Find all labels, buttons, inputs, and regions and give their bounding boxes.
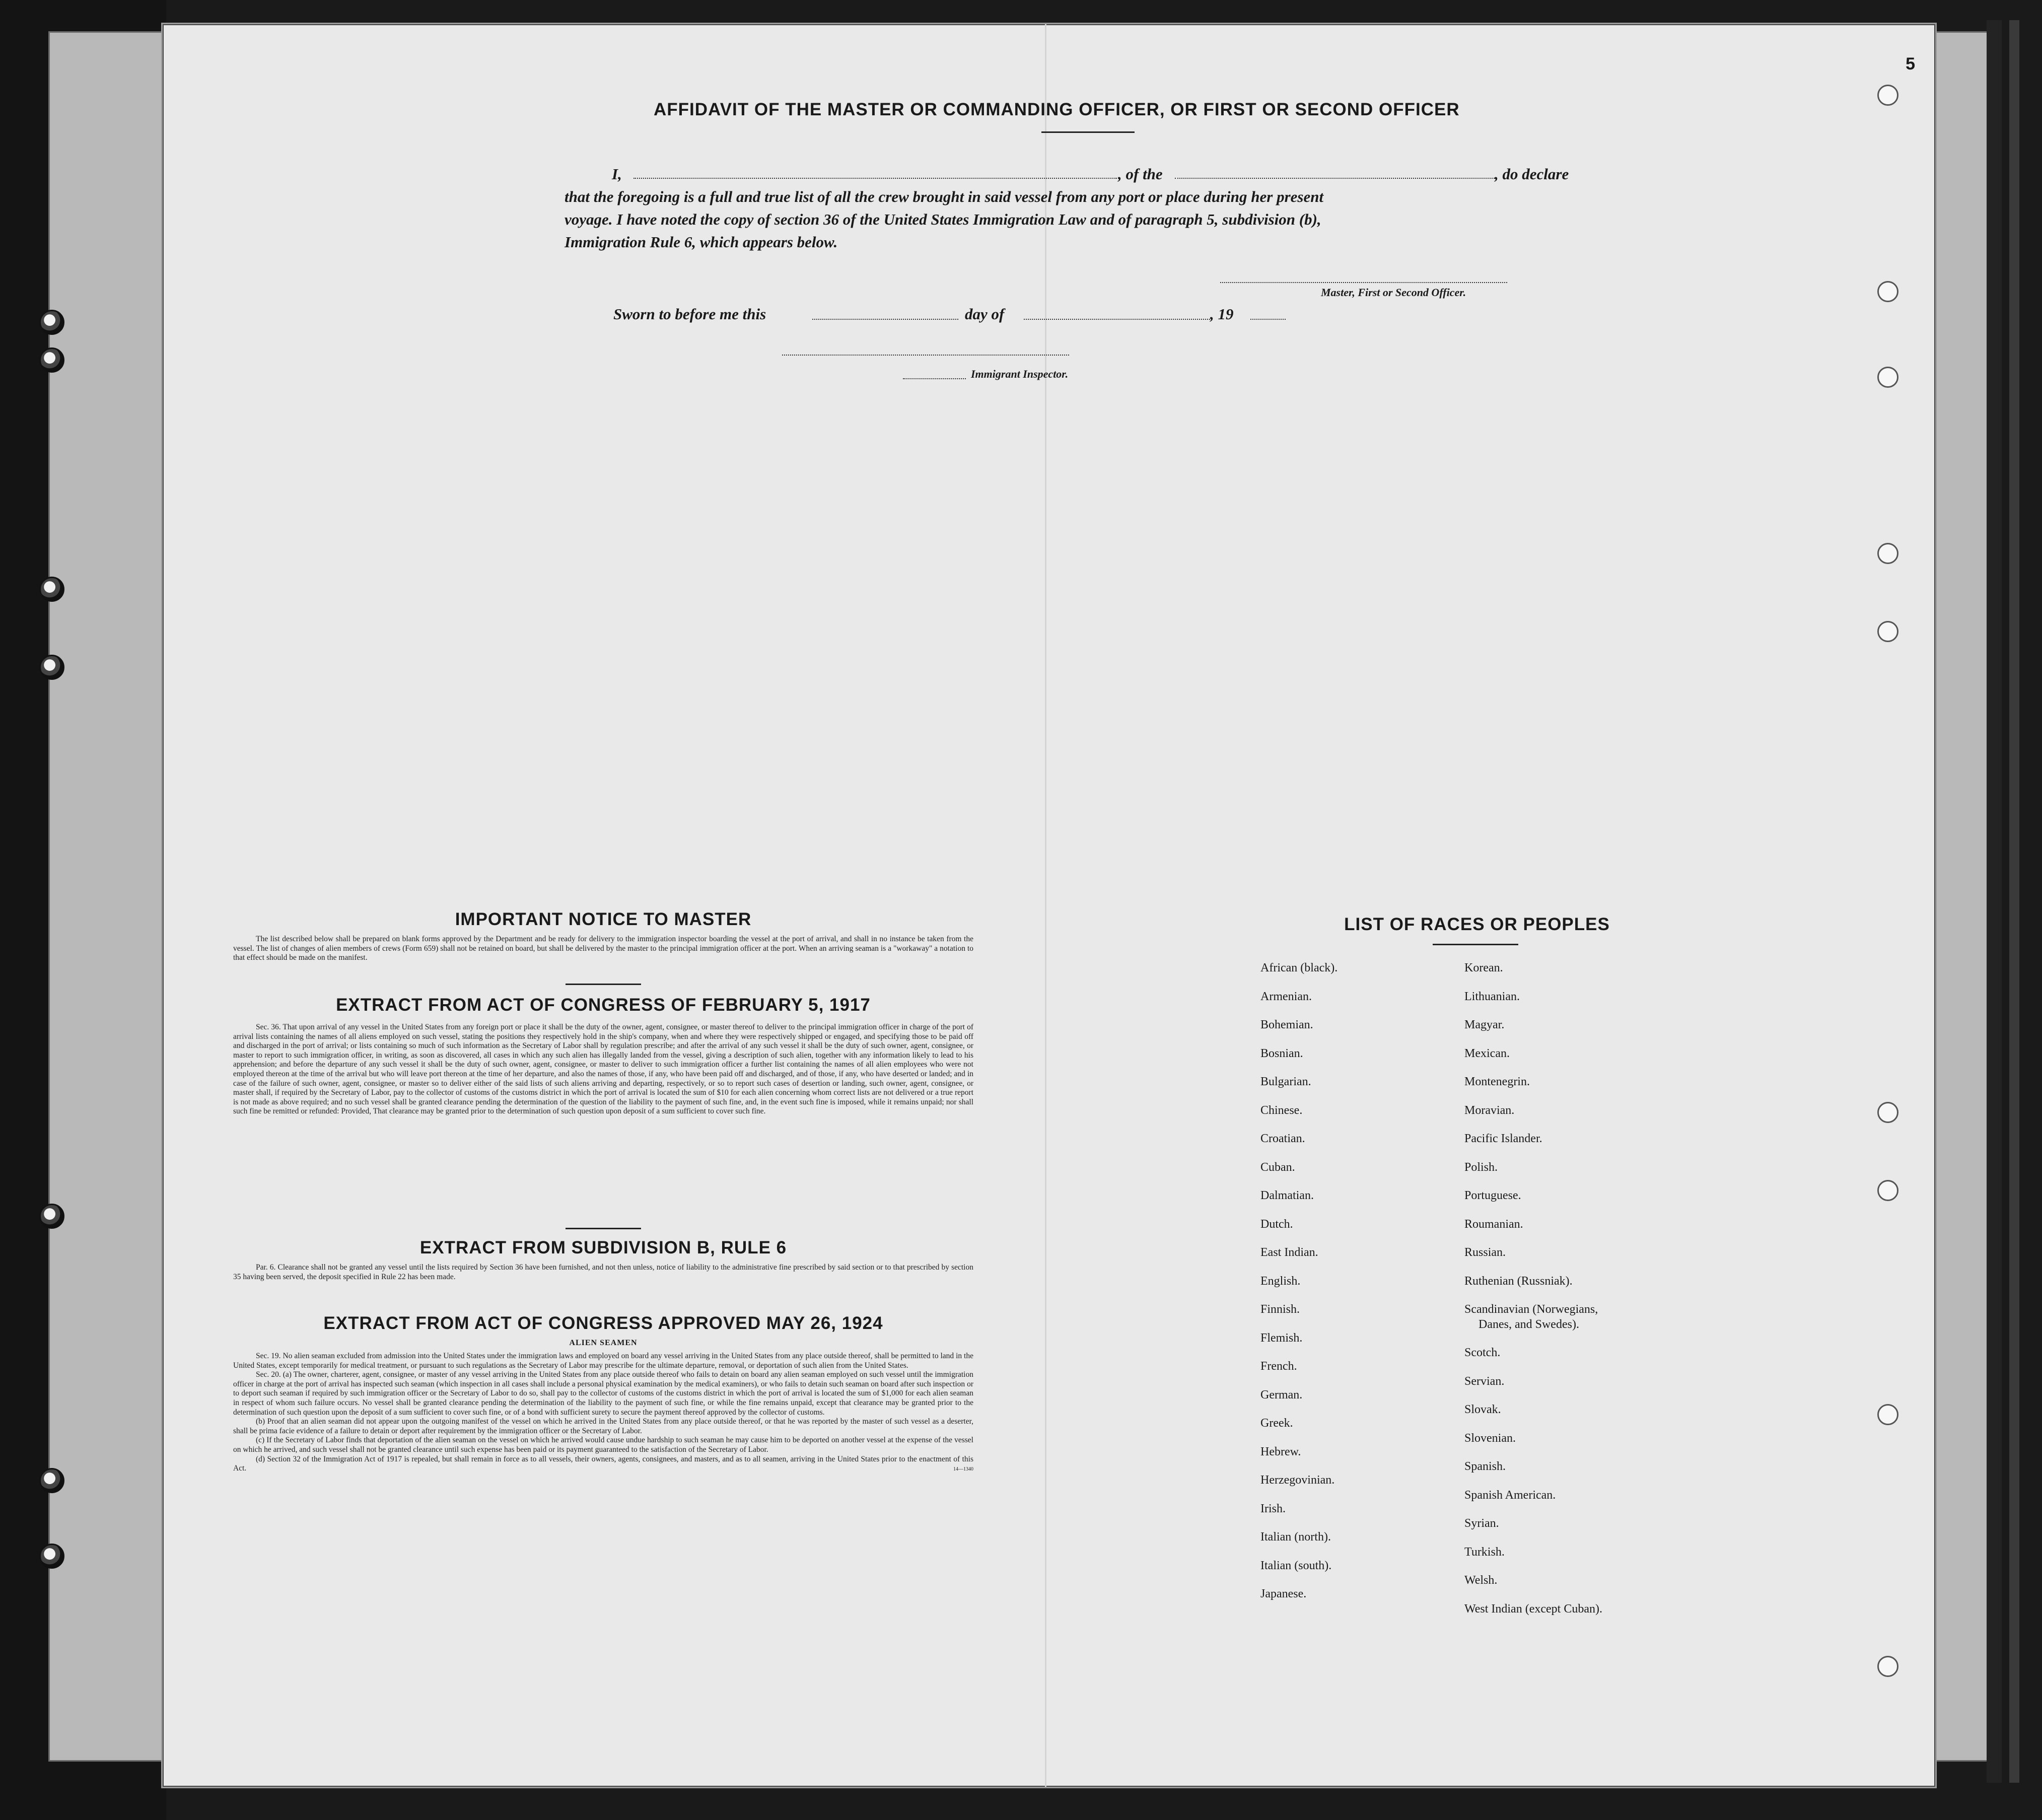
race-item: Lithuanian. (1464, 990, 1520, 1003)
race-item: Hebrew. (1260, 1445, 1301, 1458)
race-item: Cuban. (1260, 1160, 1295, 1174)
affidavit-of-the: , of the (1118, 165, 1163, 183)
binder-hole (39, 655, 64, 680)
race-item: Bulgarian. (1260, 1075, 1311, 1088)
sec-20c-text: (c) If the Secretary of Labor finds that deportation of the alien seaman on the vessel on which he arrived would cause undue hardship to such seaman he may cause him to be deported on another vessel at the expense of the vessel on which he arrived, and such vessel shall not be granted clearance until such expense has been paid or its payment guaranteed to the satisfaction of the Secretary of Labor. (233, 1436, 973, 1454)
race-item: Scandinavian (Norwegians, (1464, 1303, 1598, 1316)
race-item: Dalmatian. (1260, 1189, 1314, 1202)
race-item: Russian. (1464, 1246, 1506, 1259)
race-item: Welsh. (1464, 1574, 1498, 1587)
sworn-label: Sworn to before me this (613, 305, 766, 323)
extract-1924-body (233, 1352, 973, 1472)
race-item: Greek. (1260, 1417, 1293, 1430)
officer-signature-blank[interactable] (1220, 282, 1507, 283)
race-item: Finnish. (1260, 1303, 1300, 1316)
race-item: Scotch. (1464, 1346, 1501, 1359)
section-rule (566, 984, 641, 985)
race-item: English. (1260, 1274, 1301, 1288)
punch-hole (1877, 367, 1898, 388)
race-item: Italian (north). (1260, 1530, 1331, 1544)
affidavit-i: I, (612, 165, 622, 183)
punch-hole (1877, 1404, 1898, 1425)
races-title: LIST OF RACES OR PEOPLES (1344, 915, 1610, 934)
race-item: Syrian. (1464, 1517, 1499, 1530)
race-item: Portuguese. (1464, 1189, 1521, 1202)
right-page-edge (1987, 20, 2002, 1783)
race-item: Korean. (1464, 961, 1503, 974)
race-item: Spanish American. (1464, 1488, 1556, 1502)
affidavit-title-rule (1041, 131, 1135, 133)
binder-hole (39, 1544, 64, 1569)
form-number: 14—1340 (953, 1466, 973, 1472)
alien-seamen-subtitle: ALIEN SEAMEN (569, 1339, 638, 1347)
affidavit-line-4: Immigration Rule 6, which appears below. (565, 233, 838, 251)
race-item: Dutch. (1260, 1217, 1293, 1231)
inspector-label: Immigrant Inspector. (971, 368, 1069, 380)
race-item: African (black). (1260, 961, 1338, 974)
race-item: Mexican. (1464, 1046, 1510, 1060)
race-item: Italian (south). (1260, 1559, 1332, 1572)
binder-hole (39, 1468, 64, 1493)
day-of-label: day of (965, 305, 1005, 323)
master-name-blank[interactable] (633, 178, 1117, 179)
binder-hole (39, 577, 64, 602)
extract-1917-title: EXTRACT FROM ACT OF CONGRESS OF FEBRUARY 5, 1917 (336, 995, 871, 1015)
affidavit-declare: , do declare (1495, 165, 1569, 183)
race-item: Montenegrin. (1464, 1075, 1530, 1088)
race-item: Japanese. (1260, 1587, 1307, 1600)
subdivision-title: EXTRACT FROM SUBDIVISION B, RULE 6 (419, 1238, 787, 1257)
race-item: Bohemian. (1260, 1018, 1313, 1031)
punch-hole (1877, 281, 1898, 302)
race-item: Slovenian. (1464, 1431, 1516, 1445)
race-item: Turkish. (1464, 1545, 1505, 1559)
race-item: Armenian. (1260, 990, 1312, 1003)
sec-20b-text: (b) Proof that an alien seaman did not appear upon the outgoing manifest of the vessel on which he arrived in the United States from any place outside thereof, or that he was reported by the master of such vessel as a deserter, shall be prima facie evidence of a failure to detain or deport after requirement by the immigration officer or the Secretary of Labor. (233, 1417, 973, 1435)
race-item: Croatian. (1260, 1132, 1305, 1145)
races-column-2 (1464, 961, 1676, 1630)
sec-19-text: Sec. 19. No alien seaman excluded from admission into the United States under the immigration laws and employed on board any vessel arriving in the United States from any place outside thereof, shall be permitted to land in the United States, except temporarily for medical treatment, or pursuant to such regulations as the Secretary of Labor may prescribe for the ultimate departure, removal, or deportation of such alien from the United States. (233, 1352, 973, 1370)
race-item: Magyar. (1464, 1018, 1505, 1031)
punch-hole (1877, 1656, 1898, 1677)
sec-20d-text: (d) Section 32 of the Immigration Act of 1917 is repealed, but shall remain in force as to all vessels, their owners, agents, consignees, and masters, and as to all seamen, arriving in the United States prior to the enactment of this Act. (233, 1454, 973, 1473)
race-item: Pacific Islander. (1464, 1132, 1542, 1145)
sworn-month-blank[interactable] (1024, 319, 1210, 320)
race-item: German. (1260, 1388, 1303, 1402)
race-item: Servian. (1464, 1374, 1505, 1388)
sworn-day-blank[interactable] (812, 319, 958, 320)
punch-hole (1877, 621, 1898, 642)
binder-hole (39, 347, 64, 373)
sec-20a-text: Sec. 20. (a) The owner, charterer, agent, consignee, or master of any vessel arriving in the United States from any place outside thereof who fails to detain on board any alien seaman employed on such vessel until the immigration officer in charge at the port of arrival has inspected such seaman (which inspection in all cases shall include a personal physical examination by the medical examiners), or who fails to detain such seaman on board after such inspection or to deport such seaman if required by such immigration officer or the Secretary of Labor to do so, shall pay to the collector of customs of the customs district in which the port of arrival is located the sum of $1,000 for each alien seaman in respect of whom such failure occurs. No vessel shall be granted clearance pending the determination of the liability to the payment of such fine, or while the fine remains unpaid, except that clearance may be granted prior to the determination of such question upon the deposit of a sum sufficient to cover such fine, or of a bond with sufficient surety to secure the payment thereof approved by the collector of customs. (233, 1370, 973, 1417)
race-item: Chinese. (1260, 1103, 1303, 1117)
race-item: Herzegovinian. (1260, 1474, 1335, 1487)
punch-hole (1877, 1180, 1898, 1201)
affidavit-line-2: that the foregoing is a full and true list of all the crew brought in said vessel from any port or place during her present (565, 188, 1324, 205)
race-item: East Indian. (1260, 1246, 1318, 1259)
race-item: Spanish. (1464, 1460, 1506, 1473)
binder-hole (39, 1204, 64, 1229)
vessel-name-blank[interactable] (1175, 178, 1495, 179)
race-item: Roumanian. (1464, 1217, 1523, 1231)
race-item: West Indian (except Cuban). (1464, 1602, 1602, 1616)
inspector-prefix-blank[interactable] (903, 378, 966, 379)
race-item: Flemish. (1260, 1331, 1303, 1345)
corner-mark: 5 (1906, 54, 1915, 74)
punch-hole (1877, 85, 1898, 106)
races-column-1 (1260, 961, 1452, 1616)
extract-1924-title: EXTRACT FROM ACT OF CONGRESS APPROVED MAY 26, 1924 (323, 1313, 883, 1333)
year-label: , 19 (1210, 305, 1234, 323)
race-item: Slovak. (1464, 1403, 1501, 1416)
race-item: Irish. (1260, 1502, 1286, 1515)
race-item: Ruthenian (Russniak). (1464, 1274, 1573, 1288)
sworn-year-blank[interactable] (1250, 319, 1286, 320)
inspector-signature-blank[interactable] (782, 355, 1069, 356)
races-title-rule (1433, 944, 1518, 945)
punch-hole (1877, 1102, 1898, 1123)
affidavit-line-3: voyage. I have noted the copy of section 36 of the United States Immigration Law and of paragraph 5, subdivision (b), (565, 211, 1321, 228)
extract-1917-text: Sec. 36. That upon arrival of any vessel in the United States from any foreign port or place it shall be the duty of the owner, agent, consignee, or master thereof to deliver to the principal immigration officer in charge of the port of arrival lists containing the names of all aliens employed on such vessel, stating the positions they respectively hold in the ship's company, when and where they were respectively shipped or engaged, and specifying those to be paid off and discharged in the port of arrival; or lists containing so much of such information as the Secretary of Labor shall by regulation prescribe; and after the arrival of any such vessel it shall be the duty of such owner, agent, consignee, or master to report to such immigration officer, in writing, as soon as discovered, all cases in which any such alien has illegally landed from the vessel, giving a description of such alien, together with any information likely to lead to his apprehension; and before the departure of any such vessel it shall be the duty of such owner, agent, consignee, or master to deliver to such immigration officer a further list containing the names of all alien employees who were not employed thereon at the time of the arrival but who will leave port thereon at the time of her departure, and also the names of those, if any, who have been paid off and discharged, and of those, if any, who have deserted or landed; and in case of the failure of such owner, agent, consignee, or master so to deliver either of the said lists of such aliens arriving and departing, respectively, or so to report such cases of desertion or landing, such owner, agent, consignee, or master shall, if required by the Secretary of Labor, pay to the collector of customs of the customs district in which the port of arrival is located the sum of $10 for each alien concerning whom correct lists are not delivered or a true report is not made as above required; and no such vessel shall be granted clearance pending the determination of the question of the liability to the payment of such fine, and, in the event such fine is imposed, while it remains unpaid; nor shall such fine be remitted or refunded: Provided, That clearance may be granted prior to the determination of such question upon deposit of a sum sufficient to cover such fine. (233, 1023, 973, 1116)
section-rule (566, 1228, 641, 1229)
right-page-edge (2009, 20, 2019, 1783)
notice-text: The list described below shall be prepared on blank forms approved by the Department and be ready for delivery to the immigration inspector boarding the vessel at the port of arrival, and shall in no instance be taken from the vessel. The list of changes of alien members of crews (Form 659) shall not be retained on board, but shall be delivered by the master to the principal immigration officer at the port. When an arriving seaman is a "workaway" a notation to that effect should be made on the manifest. (233, 935, 973, 962)
race-item: Moravian. (1464, 1103, 1515, 1117)
binder-hole (39, 310, 64, 335)
notice-title: IMPORTANT NOTICE TO MASTER (455, 909, 752, 929)
officer-signature-label: Master, First or Second Officer. (1321, 286, 1466, 299)
document-page (161, 23, 1937, 1788)
punch-hole (1877, 543, 1898, 564)
race-item: Danes, and Swedes). (1478, 1317, 1579, 1331)
subdivision-text: Par. 6. Clearance shall not be granted any vessel until the lists required by Section 36 have been furnished, and not then unless, notice of liability to the administrative fine prescribed by said section or to that prescribed by section 35 having been served, the deposit specified in Rule 22 has been made. (233, 1263, 973, 1281)
race-item: French. (1260, 1360, 1297, 1373)
race-item: Bosnian. (1260, 1046, 1303, 1060)
race-item: Polish. (1464, 1160, 1498, 1174)
page-fold (1045, 24, 1046, 1787)
affidavit-title: AFFIDAVIT OF THE MASTER OR COMMANDING OFFICER, OR FIRST OR SECOND OFFICER (654, 100, 1460, 119)
